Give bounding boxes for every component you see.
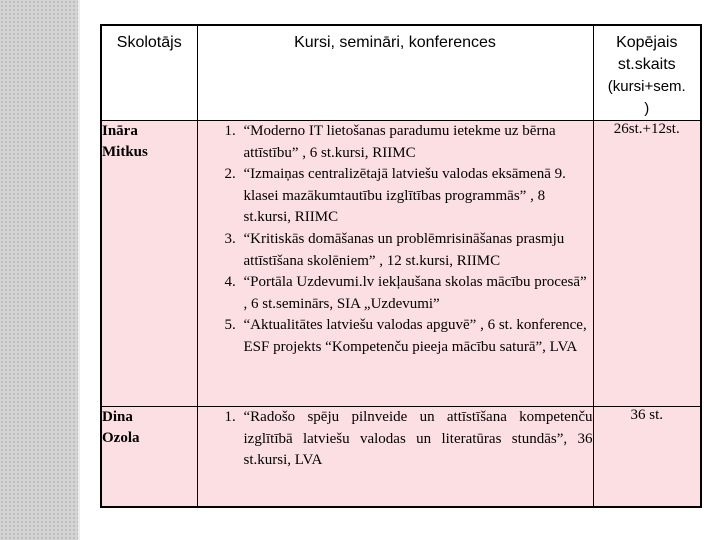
header-total-line4: ) — [644, 100, 650, 117]
header-total-line2: st.skaits — [617, 56, 676, 73]
courses-list — [198, 407, 593, 472]
courses-cell — [197, 121, 593, 407]
total-cell: 36 st. — [593, 407, 701, 507]
decorative-side-line — [78, 0, 80, 540]
teacher-name-line2: Mitkus — [102, 144, 148, 160]
header-teacher — [101, 25, 197, 121]
header-total-line1: Kopējais — [616, 34, 678, 51]
courses-table — [100, 24, 702, 508]
header-courses — [197, 25, 593, 121]
teacher-name-cell — [101, 121, 197, 407]
header-courses-label: Kursi, semināri, konferences — [294, 34, 496, 51]
course-item: 5. “Aktualitātes latviešu valodas apguvē” , 6 st. konference, ESF projekts “Kompetenču pieeja mācību saturā”, LVA — [240, 315, 593, 358]
course-item: 1. “Radošo spēju pilnveide un attīstīšana kompetenču izglītībā latviešu valodas un literatūras stundās”, 36 st.kursi, LVA — [240, 407, 593, 472]
decorative-side-strip — [0, 0, 78, 540]
header-total — [593, 25, 701, 121]
teacher-name-line2: Ozola — [102, 430, 140, 446]
total-cell: 26st.+12st. — [593, 121, 701, 407]
courses-list — [198, 121, 593, 359]
course-item: 3. “Kritiskās domāšanas un problēmrisināšanas prasmju attīstīšana skolēniem” , 12 st.kursi, RIIMC — [240, 229, 593, 272]
header-teacher-label: Skolotājs — [116, 34, 182, 51]
table-row — [101, 121, 701, 407]
course-item: 2. “Izmaiņas centralizētajā latviešu valodas eksāmenā 9. klasei mazākumtautību izglītības programmās” , 8 st.kursi, RIIMC — [240, 164, 593, 229]
course-item: 4. “Portāla Uzdevumi.lv iekļaušana skolas mācību procesā” , 6 st.seminārs, SIA „Uzdevumi” — [240, 272, 593, 315]
table-row — [101, 407, 701, 507]
teacher-name-cell — [101, 407, 197, 507]
teacher-name-line1: Ināra — [102, 123, 138, 139]
teacher-name-line1: Dina — [102, 409, 133, 425]
course-item: 1. “Moderno IT lietošanas paradumu ietekme uz bērna attīstību” , 6 st.kursi, RIIMC — [240, 121, 593, 164]
courses-cell — [197, 407, 593, 507]
header-row — [101, 25, 701, 121]
header-total-line3: (kursi+sem. — [607, 78, 686, 95]
